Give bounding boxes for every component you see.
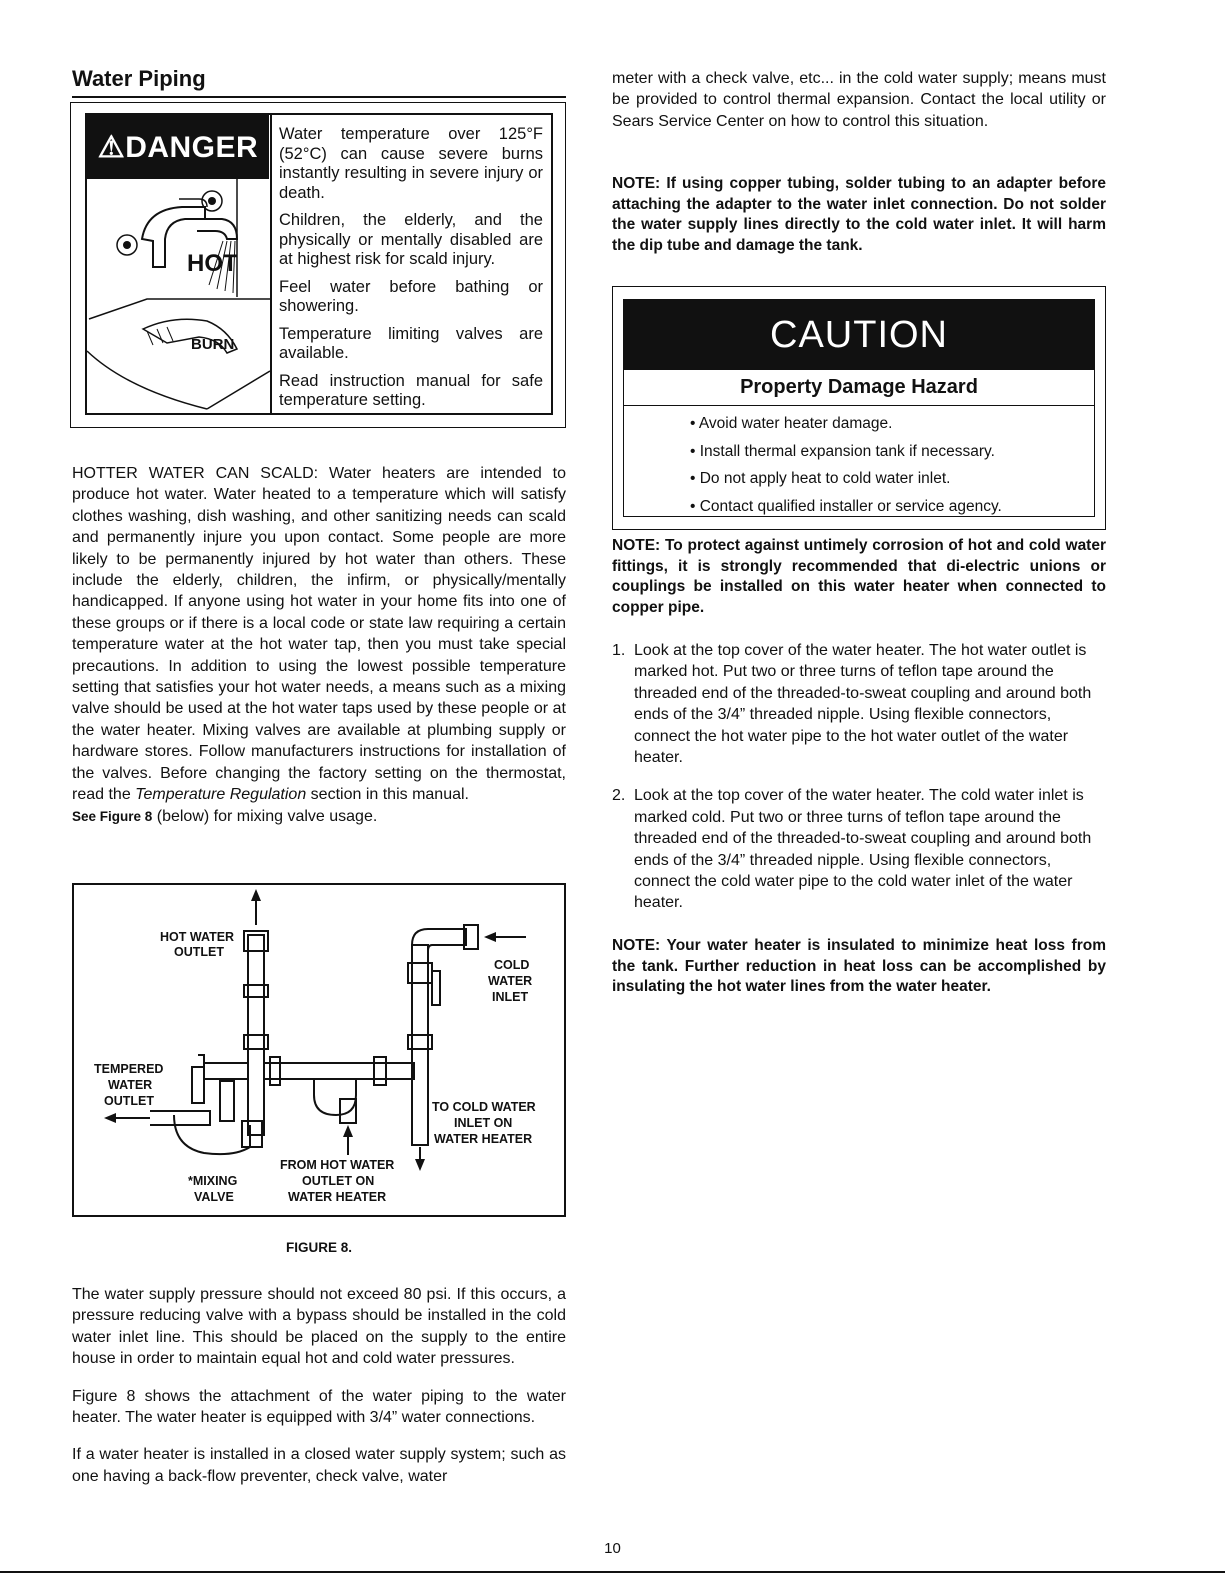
- piping-steps-list: [612, 640, 1106, 931]
- danger-divider: [270, 115, 272, 413]
- label-to-cold-1: TO COLD WATER: [432, 1100, 536, 1114]
- page-number: 10: [604, 1540, 621, 1557]
- label-tempered-3: OUTLET: [104, 1094, 154, 1108]
- label-from-hot-3: WATER HEATER: [288, 1190, 387, 1204]
- label-hot-water-outlet-2: OUTLET: [174, 945, 224, 959]
- caution-item-1: • Avoid water heater damage.: [690, 415, 893, 432]
- note-corrosion-wrap: [612, 536, 1106, 618]
- danger-line-4: Temperature limiting valves are available.: [279, 324, 543, 362]
- caution-banner: CAUTION: [624, 300, 1094, 370]
- label-from-hot-1: FROM HOT WATER: [280, 1158, 395, 1172]
- label-hot-water-outlet-1: HOT WATER: [160, 930, 235, 944]
- closed-system-paragraph: If a water heater is installed in a closed water supply system; such as one having a back-flow preventer, check valve, water: [72, 1446, 566, 1485]
- note-corrosion: NOTE: To protect against untimely corrosion of hot and cold water fittings, it is strongly recommended that di-electric unions or couplings be installed on this water heater when connected to copper pipe.: [612, 537, 1106, 616]
- label-cold-inlet-3: INLET: [492, 990, 529, 1004]
- hot-art-text: HOT: [187, 250, 238, 277]
- caution-item-4: • Contact qualified installer or service agency.: [690, 497, 1002, 515]
- step-text: Look at the top cover of the water heater. The hot water outlet is marked hot. Put two or three turns of teflon tape around the threaded end of the threaded-to-sweat coupling and around both ends of the 3/4” threaded nipple. Using flexible connectors, connect the hot water pipe to the hot water outlet of the water heater.: [634, 642, 1092, 767]
- label-mixing-1: *MIXING: [188, 1174, 238, 1188]
- label-to-cold-2: INLET ON: [454, 1116, 513, 1130]
- danger-line-3: Feel water before bathing or showering.: [279, 277, 543, 315]
- danger-line-2: Children, the elderly, and the physically or mentally disabled are at highest risk for scald injury.: [279, 211, 543, 268]
- note-copper-tubing: NOTE: If using copper tubing, solder tubing to an adapter before attaching the adapter to the water inlet connection. Do not solder the water supply lines directly to the cold water inlet. It will harm the dip tube and damage the tank.: [612, 175, 1106, 254]
- burn-art-text: BURN: [191, 336, 235, 353]
- note-insulated-wrap: [612, 936, 1106, 998]
- label-tempered-2: WATER: [108, 1078, 153, 1092]
- caution-item-2: • Install thermal expansion tank if necessary.: [690, 442, 995, 460]
- title-rule: [72, 96, 566, 98]
- see-figure-ref: See Figure 8: [72, 808, 153, 824]
- pressure-paragraph: The water supply pressure should not exceed 80 psi. If this occurs, a pressure reducing valve with a bypass should be installed in the cold water inlet line. This should be placed on the supply to the entire house in order to maintain equal hot and cold water pressures.: [72, 1286, 566, 1368]
- hotter-water-section: [72, 463, 566, 827]
- thermal-expansion-paragraph: meter with a check valve, etc... in the cold water supply; means must be provided to control thermal expansion. Contact the local utility or Sears Service Center on how to control this situation.: [612, 70, 1106, 130]
- scald-hazard-illustration: [87, 179, 270, 415]
- danger-line-5: Read instruction manual for safe temperature setting.: [279, 371, 543, 409]
- step-number: 1.: [612, 642, 626, 659]
- figure-8-box: [72, 883, 566, 1217]
- caution-subtitle: Property Damage Hazard: [624, 370, 1094, 406]
- label-cold-inlet-2: WATER: [488, 974, 533, 988]
- label-to-cold-3: WATER HEATER: [434, 1132, 533, 1146]
- bottom-rule: [0, 1571, 1225, 1573]
- step-item: [612, 785, 1106, 913]
- temperature-regulation-ref: Temperature Regulation: [135, 786, 307, 804]
- water-pressure-section: [72, 1284, 566, 1503]
- label-from-hot-2: OUTLET ON: [302, 1174, 375, 1188]
- figure-caption: FIGURE 8.: [285, 1240, 352, 1255]
- note-insulated: NOTE: Your water heater is insulated to minimize heat loss from the tank. Further reduction in heat loss can be accomplished by insulating the hot water lines from the water heater.: [612, 937, 1106, 995]
- section-title: Water Piping: [72, 66, 206, 91]
- figure-reference-line: [72, 806, 566, 827]
- hotter-water-text-tail: section in this manual.: [306, 786, 469, 804]
- danger-banner: ⚠DANGER: [87, 115, 269, 179]
- mixing-valve-diagram: [74, 885, 564, 1215]
- caution-inner-frame: [623, 299, 1095, 517]
- danger-inner-frame: [85, 113, 553, 415]
- danger-text: [279, 125, 543, 419]
- step-number: 2.: [612, 787, 626, 805]
- step-item: [612, 640, 1106, 768]
- see-figure-tail: (below) for mixing valve usage.: [152, 807, 378, 825]
- caution-item-3: • Do not apply heat to cold water inlet.: [690, 470, 951, 487]
- hotter-water-paragraph: [72, 463, 566, 806]
- caution-list: [690, 410, 1002, 520]
- right-column-top: [612, 68, 1106, 256]
- figure8-paragraph: Figure 8 shows the attachment of the water piping to the water heater. The water heater is equipped with 3/4” water connections.: [72, 1387, 566, 1427]
- caution-warning-box: [612, 286, 1106, 530]
- label-mixing-2: VALVE: [194, 1190, 234, 1204]
- label-tempered-1: TEMPERED: [94, 1062, 164, 1076]
- hotter-water-text: HOTTER WATER CAN SCALD: Water heaters are intended to produce hot water. Water heated to a temperature which will satisfy clothes washing, dish washing, and other sanitizing needs can scald and permanently injure you upon contact. Some people are more likely to be permanently injured by hot water than others. These include the elderly, children, the infirm, or physically/mentally handicapped. If anyone using hot water in your home fits into one of these groups or if there is a local code or state law requiring a certain temperature water at the hot water tap, then you must take special precautions. In addition to using the lowest possible temperature setting that satisfies your hot water needs, a means such as a mixing valve should be used at the hot water taps used by these people or at the water heater. Mixing valves are available at plumbing supply or hardware stores. Follow manufacturers instructions for installation of the valves. Before changing the factory setting on the thermostat, read the: [72, 465, 566, 804]
- danger-warning-box: [70, 102, 566, 428]
- label-cold-inlet-1: COLD: [494, 958, 530, 972]
- danger-line-1: Water temperature over 125°F (52°C) can cause severe burns instantly resulting in severe injury or death.: [279, 125, 543, 202]
- step-text: Look at the top cover of the water heater. The cold water inlet is marked cold. Put two or three turns of teflon tape around the threaded end of the threaded-to-sweat coupling and around both ends of the 3/4” threaded nipple. Using flexible connectors, connect the cold water pipe to the cold water inlet of the water heater.: [634, 787, 1092, 912]
